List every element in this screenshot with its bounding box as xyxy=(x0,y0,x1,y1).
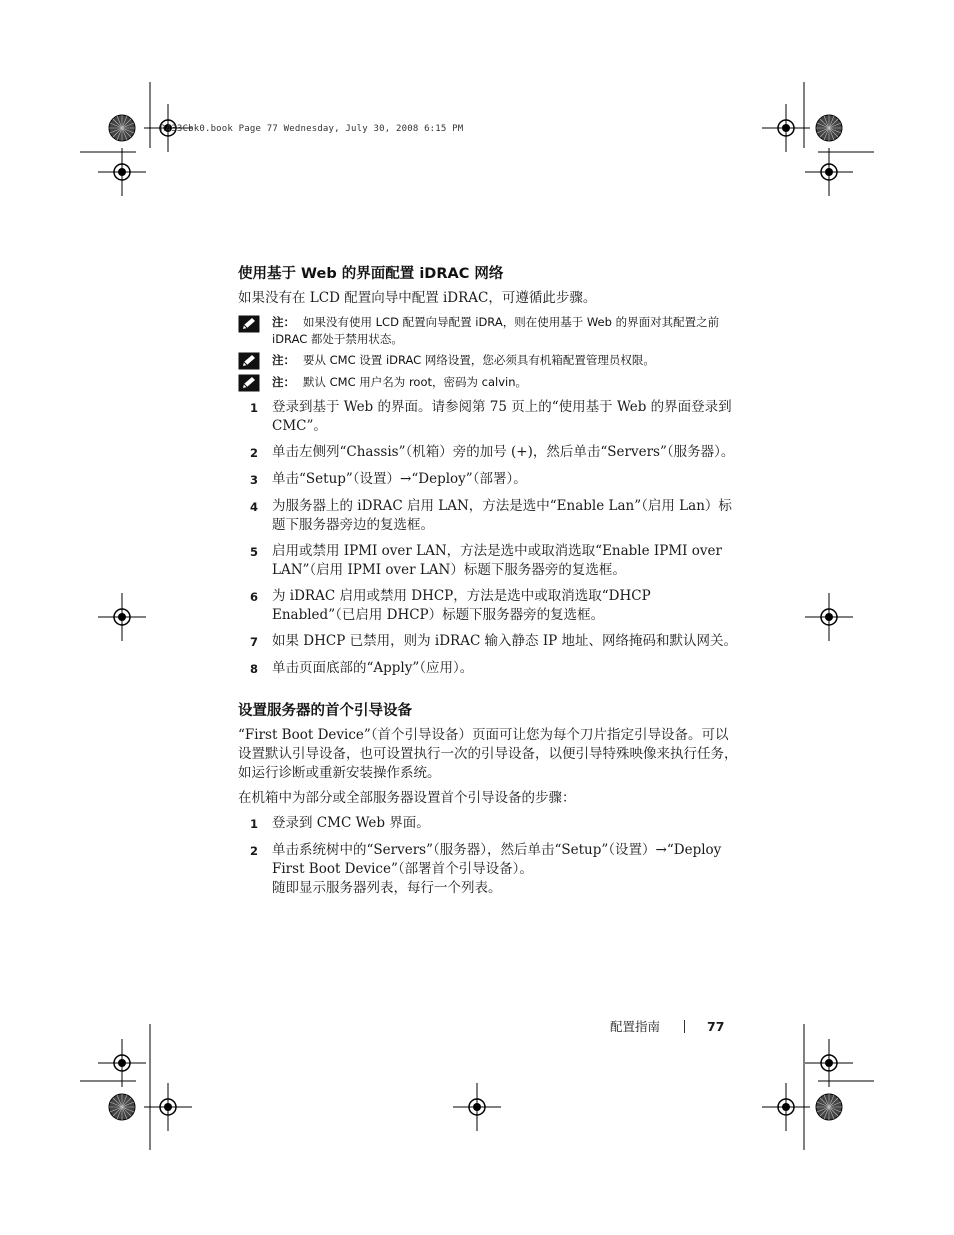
list-item xyxy=(238,470,738,490)
list-item xyxy=(238,443,738,463)
note xyxy=(238,314,738,348)
list-item xyxy=(238,587,738,625)
step-subtext: 随即显示服务器列表，每行一个列表。 xyxy=(272,880,502,896)
page-content xyxy=(238,262,738,905)
page-number: 77 xyxy=(707,1018,725,1034)
step-number: 5 xyxy=(250,545,259,559)
steps-list xyxy=(238,398,738,679)
step-text: 登录到基于 Web 的界面。请参阅第 75 页上的“使用基于 Web 的界面登录到 CMC”。 xyxy=(272,399,732,434)
step-text: 单击页面底部的“Apply”（应用）。 xyxy=(272,660,474,676)
section-heading-first-boot-device: 设置服务器的首个引导设备 xyxy=(238,703,412,719)
list-item xyxy=(238,632,738,652)
list-item xyxy=(238,497,738,535)
list-item xyxy=(238,542,738,580)
list-item xyxy=(238,814,738,834)
footer-divider xyxy=(684,1020,685,1033)
step-number: 4 xyxy=(250,500,259,514)
footer-chapter: 配置指南 xyxy=(610,1019,661,1034)
note-text: 默认 CMC 用户名为 root，密码为 calvin。 xyxy=(303,375,528,389)
section-lead: 在机箱中为部分或全部服务器设置首个引导设备的步骤： xyxy=(238,790,576,806)
step-number: 3 xyxy=(250,473,259,487)
step-text: 为 iDRAC 启用或禁用 DHCP，方法是选中或取消选取“DHCP Enabled”（已启用 DHCP）标题下服务器旁的复选框。 xyxy=(272,588,651,623)
note-label: 注： xyxy=(272,375,295,389)
note-text: 要从 CMC 设置 iDRAC 网络设置，您必须具有机箱配置管理员权限。 xyxy=(303,353,655,367)
step-body xyxy=(272,841,738,898)
step-text: 为服务器上的 iDRAC 启用 LAN，方法是选中“Enable Lan”（启用 Lan）标题下服务器旁边的复选框。 xyxy=(272,498,732,533)
list-item xyxy=(238,841,738,898)
step-number: 6 xyxy=(250,590,259,604)
note-pencil-icon xyxy=(238,315,260,333)
step-number: 1 xyxy=(250,401,259,415)
list-item xyxy=(238,659,738,679)
step-number: 1 xyxy=(250,817,259,831)
step-text: 如果 DHCP 已禁用，则为 iDRAC 输入静态 IP 地址、网络掩码和默认网关。 xyxy=(272,633,738,649)
note-pencil-icon xyxy=(238,352,260,370)
section-heading-web-network: 使用基于 Web 的界面配置 iDRAC 网络 xyxy=(238,266,504,282)
step-text: 单击系统树中的“Servers”（服务器），然后单击“Setup”（设置）→“Deploy First Boot Device”（部署首个引导设备）。 xyxy=(272,842,722,877)
section-intro: “First Boot Device”（首个引导设备）页面可让您为每个刀片指定引导设备。可以设置默认引导设备，也可设置执行一次的引导设备，以便引导特殊映像来执行任务，如运行诊断或重新安装操作系统。 xyxy=(238,727,738,781)
note xyxy=(238,374,738,392)
step-text: 单击“Setup”（设置）→“Deploy”（部署）。 xyxy=(272,471,527,487)
note xyxy=(238,352,738,370)
step-number: 2 xyxy=(250,446,259,460)
step-number: 7 xyxy=(250,635,259,649)
step-text: 登录到 CMC Web 界面。 xyxy=(272,815,430,831)
section-intro: 如果没有在 LCD 配置向导中配置 iDRAC，可遵循此步骤。 xyxy=(238,290,597,306)
note-label: 注： xyxy=(272,353,295,367)
slug-line: R433Cbk0.book Page 77 Wednesday, July 30, 2008 6:15 PM xyxy=(160,124,464,134)
note-label: 注： xyxy=(272,315,295,329)
list-item xyxy=(238,398,738,436)
steps-list xyxy=(238,814,738,898)
step-number: 2 xyxy=(250,844,259,858)
step-text: 启用或禁用 IPMI over LAN，方法是选中或取消选取“Enable IPMI over LAN”（启用 IPMI over LAN）标题下服务器旁的复选框。 xyxy=(272,543,722,578)
note-pencil-icon xyxy=(238,374,260,392)
note-text: 如果没有使用 LCD 配置向导配置 iDRA，则在使用基于 Web 的界面对其配置之前 iDRAC 都处于禁用状态。 xyxy=(272,315,720,346)
step-text: 单击左侧列“Chassis”（机箱）旁的加号 (+)，然后单击“Servers”（服务器）。 xyxy=(272,444,735,460)
step-number: 8 xyxy=(250,662,259,676)
page-footer xyxy=(610,1017,724,1035)
